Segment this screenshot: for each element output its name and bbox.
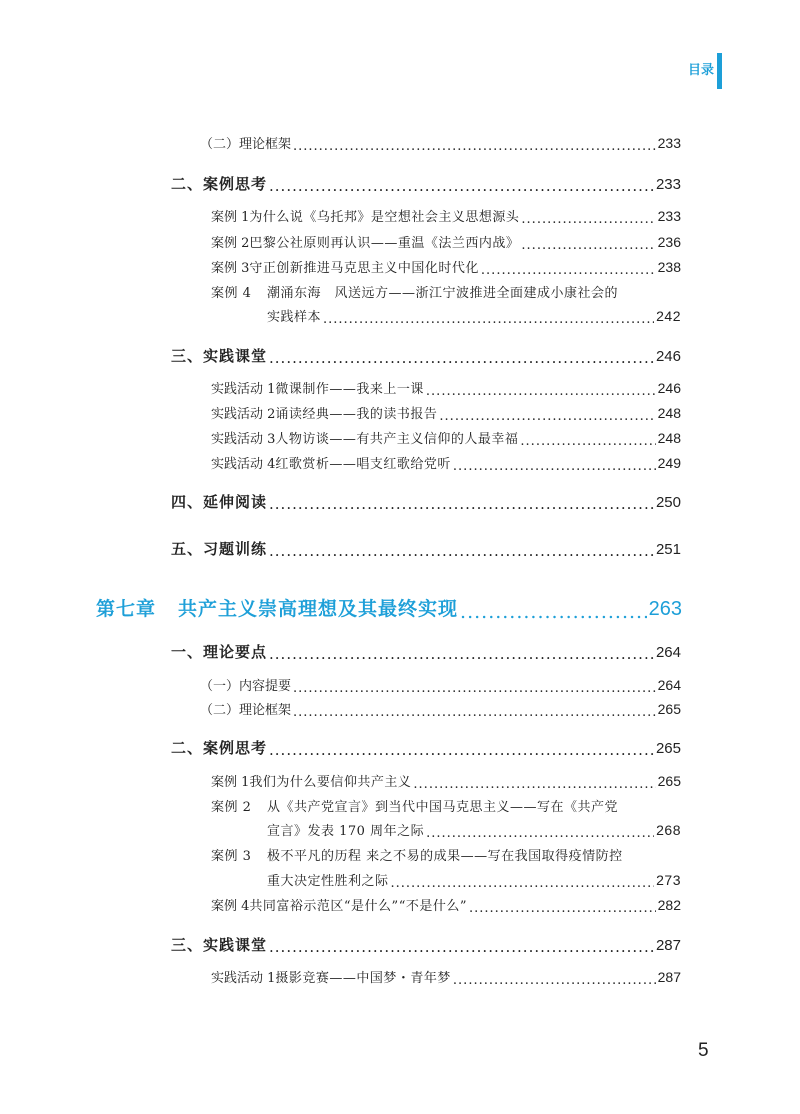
case-tag: 案例 3 — [211, 261, 250, 276]
case-title-line1: 极不平凡的历程 来之不易的成果——写在我国取得疫情防控 — [267, 849, 623, 864]
case-title: 守正创新推进马克思主义中国化时代化 — [249, 261, 479, 276]
toc-case[interactable] — [211, 895, 681, 914]
dot-leader — [293, 139, 656, 152]
entry-label: （二）理论框架 — [200, 137, 292, 152]
toc-section[interactable] — [171, 491, 681, 512]
chapter-number: 第七章 — [96, 598, 157, 620]
page-ref: 265 — [655, 740, 681, 757]
case-title: 为什么说《乌托邦》是空想社会主义思想源头 — [249, 210, 520, 225]
dot-leader — [269, 495, 654, 510]
page-ref: 248 — [657, 430, 681, 446]
header-label: 目录 — [687, 63, 714, 78]
toc-section[interactable] — [171, 934, 681, 955]
toc-entry[interactable] — [200, 675, 681, 694]
activity-title: 红歌赏析——唱支红歌给党听 — [275, 457, 451, 472]
dot-leader — [391, 876, 655, 889]
page-ref: 287 — [655, 937, 681, 954]
dot-leader — [413, 777, 655, 790]
toc-case[interactable] — [211, 232, 681, 251]
toc-entry[interactable] — [200, 699, 681, 718]
dot-leader — [293, 705, 656, 718]
section-label: 一、理论要点 — [171, 643, 268, 661]
toc-section[interactable] — [171, 538, 681, 559]
section-label: 三、实践课堂 — [171, 347, 268, 365]
case-title: 巴黎公社原则再认识——重温《法兰西内战》 — [249, 236, 520, 251]
page-ref: 238 — [657, 259, 681, 275]
dot-leader — [521, 238, 655, 251]
dot-leader — [453, 459, 656, 472]
page-ref: 242 — [656, 308, 681, 324]
dot-leader — [439, 409, 655, 422]
toc-activity[interactable] — [211, 453, 681, 472]
page-ref: 265 — [657, 773, 681, 789]
dot-leader — [426, 384, 656, 397]
toc-case-multiline[interactable] — [211, 796, 618, 815]
entry-label: （二）理论框架 — [200, 703, 292, 718]
case-tag: 案例 1 — [211, 775, 250, 790]
case-tag: 案例 4 — [211, 899, 250, 914]
case-tag: 案例 3 — [211, 849, 252, 864]
dot-leader — [469, 901, 656, 914]
dot-leader — [520, 434, 655, 447]
page-ref: 233 — [655, 176, 681, 193]
toc-case-continuation[interactable] — [267, 306, 681, 325]
case-title-line2: 宣言》发表 170 周年之际 — [267, 824, 425, 839]
toc-activity[interactable] — [211, 378, 681, 397]
dot-leader — [269, 938, 654, 953]
activity-tag: 实践活动 2 — [211, 407, 276, 422]
dot-leader — [269, 349, 654, 364]
chapter-title: 共产主义崇高理想及其最终实现 — [178, 598, 459, 620]
page-ref: 246 — [657, 380, 681, 396]
toc-case-continuation[interactable] — [267, 820, 681, 839]
case-title: 我们为什么要信仰共产主义 — [249, 775, 412, 790]
case-title-line1: 从《共产党宣言》到当代中国马克思主义——写在《共产党 — [267, 800, 619, 815]
dot-leader — [460, 601, 647, 620]
dot-leader — [269, 542, 654, 557]
case-tag: 案例 4 — [211, 286, 252, 301]
page-ref: 248 — [657, 405, 681, 421]
page-ref: 265 — [657, 701, 681, 717]
activity-tag: 实践活动 3 — [211, 432, 276, 447]
toc-entry[interactable] — [200, 133, 681, 152]
toc-case[interactable] — [211, 257, 681, 276]
activity-title: 摄影竞赛——中国梦・青年梦 — [275, 971, 451, 986]
header-accent-bar — [717, 53, 722, 89]
page-ref: 282 — [657, 897, 681, 913]
toc-chapter[interactable] — [96, 594, 682, 621]
toc-case[interactable] — [211, 771, 681, 790]
page-ref: 251 — [655, 541, 681, 558]
toc-section[interactable] — [171, 737, 681, 758]
dot-leader — [269, 741, 654, 756]
section-label: 四、延伸阅读 — [171, 493, 268, 511]
dot-leader — [293, 681, 656, 694]
toc-section[interactable] — [171, 173, 681, 194]
page-ref: 249 — [657, 455, 681, 471]
toc-section[interactable] — [171, 345, 681, 366]
page-ref: 246 — [655, 348, 681, 365]
activity-tag: 实践活动 4 — [211, 457, 276, 472]
section-label: 五、习题训练 — [171, 540, 268, 558]
dot-leader — [521, 212, 655, 225]
dot-leader — [323, 312, 654, 325]
page-ref: 264 — [655, 644, 681, 661]
page-ref: 236 — [657, 234, 681, 250]
page-number: 5 — [698, 1040, 709, 1061]
dot-leader — [453, 973, 656, 986]
activity-title: 微课制作——我来上一课 — [275, 382, 424, 397]
dot-leader — [481, 263, 656, 276]
section-label: 三、实践课堂 — [171, 936, 268, 954]
page-ref: 268 — [656, 822, 681, 838]
activity-tag: 实践活动 1 — [211, 971, 276, 986]
section-label: 二、案例思考 — [171, 739, 268, 757]
toc-activity[interactable] — [211, 967, 681, 986]
case-tag: 案例 1 — [211, 210, 250, 225]
case-title: 共同富裕示范区“是什么”“不是什么” — [249, 899, 467, 914]
case-title-line1: 潮涌东海 风送远方——浙江宁波推进全面建成小康社会的 — [267, 286, 619, 301]
case-title-line2: 重大决定性胜利之际 — [267, 874, 389, 889]
toc-case-multiline[interactable] — [211, 845, 623, 864]
page-ref: 233 — [657, 208, 681, 224]
entry-label: （一）内容提要 — [200, 679, 292, 694]
dot-leader — [269, 645, 654, 660]
toc-case-multiline[interactable] — [211, 282, 618, 301]
case-tag: 案例 2 — [211, 236, 250, 251]
page-ref: 273 — [656, 872, 681, 888]
page-ref: 264 — [657, 677, 681, 693]
toc-activity[interactable] — [211, 428, 681, 447]
page-ref: 263 — [648, 598, 682, 620]
case-tag: 案例 2 — [211, 800, 252, 815]
dot-leader — [426, 826, 654, 839]
toc-case-continuation[interactable] — [267, 870, 681, 889]
page-ref: 233 — [657, 135, 681, 151]
case-title-line2: 实践样本 — [267, 310, 322, 325]
page-ref: 287 — [657, 969, 681, 985]
toc-activity[interactable] — [211, 403, 681, 422]
page-ref: 250 — [655, 494, 681, 511]
toc-section[interactable] — [171, 641, 681, 662]
dot-leader — [269, 177, 654, 192]
activity-title: 诵读经典——我的读书报告 — [275, 407, 438, 422]
section-label: 二、案例思考 — [171, 175, 268, 193]
activity-title: 人物访谈——有共产主义信仰的人最幸福 — [275, 432, 519, 447]
activity-tag: 实践活动 1 — [211, 382, 276, 397]
toc-case[interactable] — [211, 206, 681, 225]
